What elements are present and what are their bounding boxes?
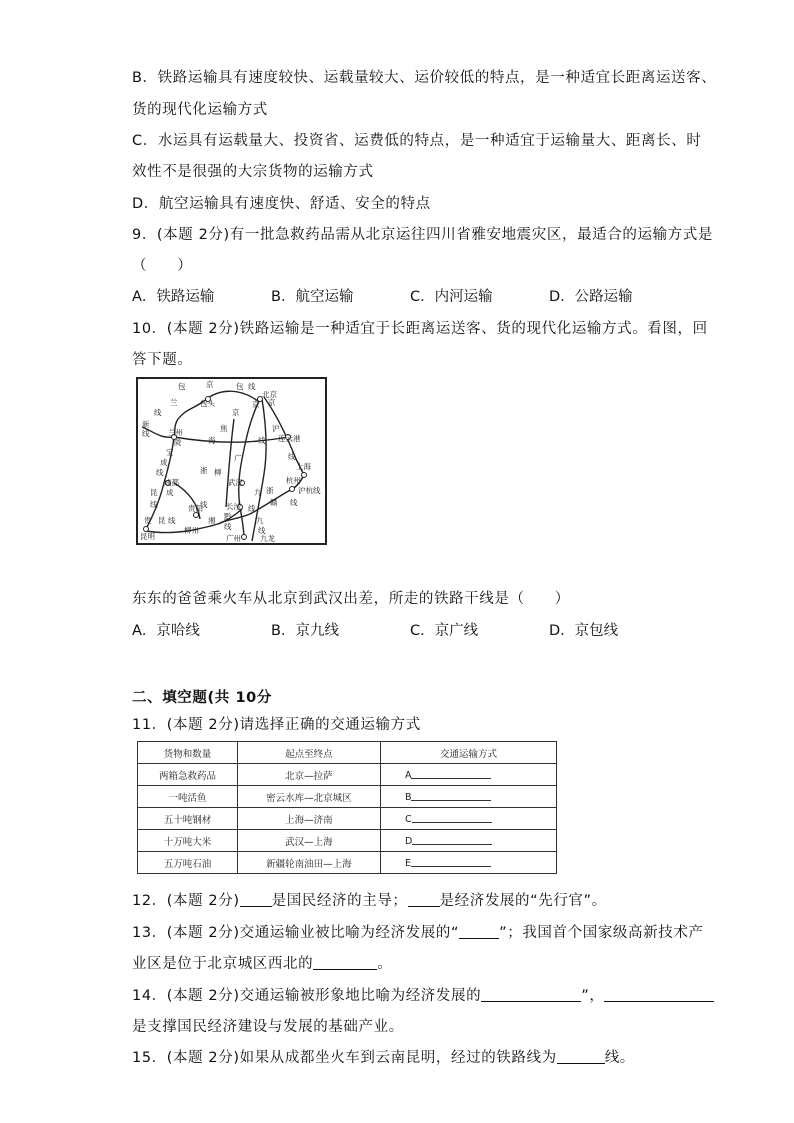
answer-blank[interactable] [411, 791, 491, 801]
cargo-cell: 两箱急救药品 [138, 764, 238, 786]
map-label: 兰 [170, 398, 178, 407]
city-hangzhou [290, 487, 295, 492]
table-header-row [138, 742, 557, 764]
q9-stem: 9．(本题 2分)有一批急救药品需从北京运往四川省雅安地震灾区，最适合的运输方式是 [132, 227, 713, 243]
map-label: 线 [258, 526, 266, 535]
q8-option-c-line2: 效性不是很强的大宗货物的运输方式 [132, 164, 374, 180]
q14-line2: 是支撑国民经济建设与发展的基础产业。 [132, 1019, 404, 1035]
q10-option-c[interactable]: C．京广线 [410, 623, 479, 639]
q10-stem-line2: 答下题。 [132, 352, 193, 368]
map-label: 线 [168, 516, 176, 525]
cargo-cell: 十万吨大米 [138, 830, 238, 852]
map-label: 武汉 [228, 478, 243, 487]
map-label: 宝 [166, 448, 174, 457]
answer-cell[interactable] [380, 830, 556, 852]
q13-line2 [132, 952, 392, 973]
q10-option-b[interactable]: B．京九线 [271, 623, 339, 639]
map-label: 九龙 [260, 534, 275, 543]
city-shanghai [302, 473, 307, 478]
table-row [138, 764, 557, 786]
answer-letter: C [404, 813, 412, 825]
q8-option-b-line2: 货的现代化运输方式 [132, 102, 268, 118]
map-label: 九 [254, 488, 262, 497]
map-label: 线 [154, 408, 162, 417]
route-cell: 上海—济南 [237, 808, 380, 830]
q14-part1: 14．(本题 2分)交通运输被形象地比喻为经济发展的 [132, 988, 482, 1004]
q9-option-b[interactable]: B．航空运输 [271, 289, 354, 305]
q13-blank2[interactable] [313, 956, 377, 970]
map-label: 广州 [226, 534, 241, 543]
map-label: 包 [236, 382, 244, 391]
answer-letter: E [404, 857, 411, 869]
q12 [132, 889, 607, 910]
map-label: 包 [178, 382, 186, 391]
map-label: 线 [200, 500, 208, 509]
city-guiyang [194, 513, 199, 518]
answer-blank[interactable] [412, 835, 492, 845]
answer-blank[interactable] [411, 769, 491, 779]
q13-line1 [132, 921, 704, 942]
map-label: 线 [258, 436, 266, 445]
map-label: 杭州 [286, 476, 301, 485]
q9-paren: （ ） [132, 258, 193, 274]
map-label: 昆明 [140, 532, 155, 541]
q14-blank1[interactable] [481, 988, 581, 1002]
table-row [138, 830, 557, 852]
q13-part4: 。 [377, 956, 393, 972]
q15-blank[interactable] [557, 1050, 605, 1064]
map-label: 贵阳 [188, 504, 203, 513]
map-label: 线 [142, 429, 150, 438]
map-label: 柳州 [184, 526, 199, 535]
q11-table [137, 741, 557, 874]
answer-blank[interactable] [412, 813, 492, 823]
q12-part2: 是国民经济的主导； [271, 893, 408, 909]
q12-blank1[interactable] [240, 893, 272, 907]
q10-option-d[interactable]: D．京包线 [549, 623, 619, 639]
map-label: 北京 [262, 390, 277, 399]
map-label: 昆 [150, 488, 158, 497]
q9-options [132, 285, 692, 306]
map-label: 黔 [224, 512, 232, 521]
route-cell: 密云水库—北京城区 [237, 786, 380, 808]
map-label: 贵 [144, 516, 152, 525]
map-label: 赣 [270, 498, 278, 507]
answer-cell[interactable] [380, 786, 556, 808]
answer-cell[interactable] [380, 808, 556, 830]
map-label: 线 [290, 498, 298, 507]
map-label: 兰州 [168, 428, 183, 437]
map-label: 浙 [200, 466, 208, 475]
railway-map [136, 377, 327, 545]
q12-part3: 是经济发展的“先行官”。 [439, 893, 607, 909]
answer-letter: D [404, 835, 413, 847]
map-label: 广 [234, 454, 242, 463]
q10-question: 东东的爸爸乘火车从北京到武汉出差，所走的铁路干线是（ ） [132, 591, 570, 607]
map-label: 昆 [158, 516, 166, 525]
map-label: 包头 [200, 399, 215, 408]
map-label: 京 [206, 380, 214, 389]
q8-option-b-line1: B．铁路运输具有速度较快、运载量较大、运价较低的特点，是一种适宜长距离运送客、 [132, 70, 717, 86]
q10-options [132, 619, 692, 640]
city-kunming [144, 527, 149, 532]
map-label: 柳 [214, 468, 222, 477]
map-label: 新 [142, 420, 150, 429]
map-label: 成 [166, 488, 174, 497]
q15-part1: 15．(本题 2分)如果从成都坐火车到云南昆明，经过的铁路线为 [132, 1050, 557, 1066]
answer-letter: A [404, 769, 412, 781]
map-label: 线 [248, 382, 256, 391]
map-label: 京 [232, 408, 240, 417]
map-label: 焦 [220, 424, 228, 433]
q11-stem: 11．(本题 2分)请选择正确的交通运输方式 [132, 717, 421, 733]
cargo-cell: 一吨活鱼 [138, 786, 238, 808]
table-row [138, 786, 557, 808]
map-label: 浙 [266, 486, 274, 495]
map-label: 上海 [296, 462, 311, 471]
map-label: 海 [208, 436, 216, 445]
table-row [138, 808, 557, 830]
q13-part1: 13．(本题 2分)交通运输业被比喻为经济发展的“ [132, 925, 460, 941]
map-label: 沪杭线 [298, 486, 321, 495]
table-header: 货物和数量 [138, 742, 238, 764]
q10-stem-line1: 10．(本题 2分)铁路运输是一种适宜于长距离运送客、货的现代化运输方式。看图，回 [132, 321, 708, 337]
table-row [138, 852, 557, 874]
route-cell: 武汉—上海 [237, 830, 380, 852]
map-label: 成都 [164, 478, 179, 487]
answer-cell[interactable] [380, 764, 556, 786]
route-cell: 新疆轮南油田—上海 [237, 852, 380, 874]
q9-option-a[interactable]: A．铁路运输 [132, 289, 215, 305]
map-label: 连云港 [278, 434, 301, 443]
map-label: 线 [156, 468, 164, 477]
q10-option-a[interactable]: A．京哈线 [132, 623, 200, 639]
answer-letter: B [404, 791, 412, 803]
section-heading: 二、填空题(共 10分 [132, 690, 272, 706]
map-label: 京 [252, 400, 260, 409]
q8-option-d: D．航空运输具有速度快、舒适、安全的特点 [132, 196, 431, 212]
cargo-cell: 五万吨石油 [138, 852, 238, 874]
q15 [132, 1046, 635, 1067]
route-cell: 北京—拉萨 [237, 764, 380, 786]
map-label: 线 [288, 452, 296, 461]
q12-part1: 12．(本题 2分) [132, 893, 240, 909]
q13-blank1[interactable] [459, 925, 499, 939]
q13-part3: 业区是位于北京城区西北的 [132, 956, 314, 972]
table-header: 交通运输方式 [380, 742, 556, 764]
map-label: 长沙 [226, 502, 241, 511]
map-label: 京 [268, 398, 276, 407]
city-guangzhou [242, 535, 247, 540]
railway-map-svg [138, 379, 325, 543]
q8-option-c-line1: C．水运具有运载量大、投资省、运费低的特点，是一种适宜于运输量大、距离长、时 [132, 133, 702, 149]
q14-line1 [132, 984, 714, 1005]
map-label: 湘 [208, 516, 216, 525]
map-label: 线 [224, 522, 232, 531]
map-label: 九 [256, 516, 264, 525]
q12-blank2[interactable] [408, 893, 440, 907]
rail-jingbao-baolan [174, 391, 258, 437]
map-label: 线 [248, 504, 256, 513]
q15-part2: 线。 [604, 1050, 635, 1066]
map-labels [140, 379, 321, 543]
q14-part2: ”， [581, 988, 605, 1004]
cargo-cell: 五十吨钢材 [138, 808, 238, 830]
map-label: 成 [160, 458, 168, 467]
q9-option-d[interactable]: D．公路运输 [549, 289, 633, 305]
map-label: 陇 [174, 438, 182, 447]
answer-blank[interactable] [411, 857, 491, 867]
q9-option-c[interactable]: C．内河运输 [410, 289, 493, 305]
q13-part2: ”；我国首个国家级高新技术产 [499, 925, 704, 941]
answer-cell[interactable] [380, 852, 556, 874]
q14-blank2[interactable] [604, 988, 714, 1002]
map-label: 线 [150, 500, 158, 509]
map-label: 沪 [272, 424, 280, 433]
table-header: 起点至终点 [237, 742, 380, 764]
